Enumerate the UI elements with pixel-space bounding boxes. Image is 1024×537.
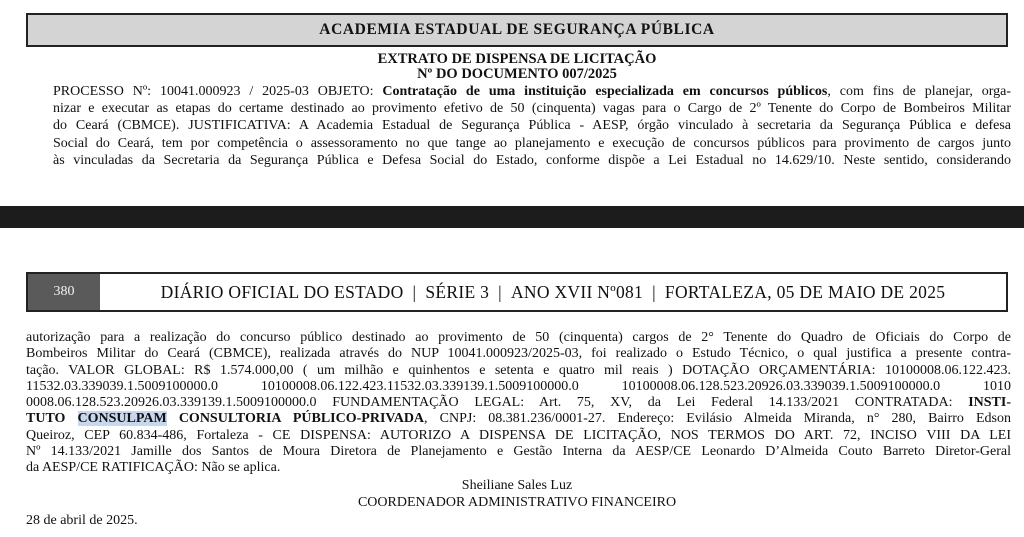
document-number: Nº DO DOCUMENTO 007/2025: [417, 66, 617, 82]
contractor-bold-b: CONSULTORIA PÚBLICO-PRIVADA: [166, 411, 425, 427]
page-divider-band: [0, 206, 1024, 228]
document-date: 28 de abril de 2025.: [26, 513, 138, 528]
top-line-1: [53, 83, 1011, 100]
separator: |: [498, 281, 502, 302]
top-paragraph: [53, 83, 1011, 169]
top-line-4: Social do Ceará, tem por competência o assessoramento no que tange ao planejamento e execução de concursos públicos para provimento de cargos junto: [53, 135, 1011, 151]
object-bold-text: Contratação de uma instituição especializada em concursos públicos: [382, 84, 828, 99]
issue: ANO XVII Nº081: [510, 281, 644, 302]
agency-title: ACADEMIA ESTADUAL DE SEGURANÇA PÚBLICA: [319, 21, 715, 38]
contractor-bold-start: INSTI-: [968, 395, 1011, 411]
extract-title: EXTRATO DE DISPENSA DE LICITAÇÃO: [377, 51, 657, 67]
top-line-3: do Ceará (CBMCE). JUSTIFICATIVA: A Academia Estadual de Segurança Pública - AESP, órgão vinculado à secretaria da Segurança Pública e defesa: [53, 118, 1011, 134]
signer-role: COORDENADOR ADMINISTRATIVO FINANCEIRO: [357, 495, 677, 510]
bottom-line-1: autorização para a realização do concurso público destinado ao provimento de 50 (cinquenta) cargos de 2° Tenente do Quadro de Oficiais do Corpo de: [26, 330, 1011, 345]
publication-name: DIÁRIO OFICIAL DO ESTADO: [160, 281, 404, 302]
bottom-line-6: [26, 411, 1011, 427]
bottom-line-5-pre: 0008.06.128.523.20926.03.339139.1.5009100000.0 FUNDAMENTAÇÃO LEGAL: Art. 75, XV, da Lei Federal 14.133/2021 CONTRATADA:: [26, 395, 969, 411]
bottom-line-5: [26, 395, 1011, 411]
top-line-2: nizar e executar as etapas do certame destinado ao provimento efetivo de 50 (cinquenta) vagas para o Cargo de 2º Tenente do Corpo de Bombeiros Militar: [53, 101, 1011, 117]
gazette-header: [26, 272, 1008, 312]
document-page-bottom: [0, 228, 1024, 537]
bottom-line-9: da AESP/CE RATIFICAÇÃO: Não se aplica.: [26, 460, 281, 476]
bottom-paragraph: [26, 330, 1011, 477]
separator: |: [412, 281, 417, 302]
top-line-5: às vinculadas da Secretaria da Segurança Pública e Defesa Social do Estado, conforme dispõe a Lei Estadual no 14.629/10. Neste sentido, considerando: [53, 152, 1011, 168]
top-line-1-pre: PROCESSO Nº: 10041.000923 / 2025-03 OBJETO:: [53, 84, 383, 99]
document-excerpt-top: [0, 0, 1024, 205]
masthead: [100, 282, 1006, 303]
bottom-line-3: tação. VALOR GLOBAL: R$ 1.574.000,00 ( um milhão e quinhentos e setenta e quatro mil reais ) DOTAÇÃO ORÇAMENTÁRIA: 10100008.06.122.423.: [26, 362, 1011, 378]
page-number: 380: [28, 274, 100, 310]
contractor-bold-a: TUTO: [26, 411, 78, 427]
bottom-line-2: Bombeiros Militar do Ceará (CBMCE), realizada através do NUP 10041.000923/2025-03, foi realizado o Estudo Técnico, o qual justifica a presente contra-: [26, 346, 1011, 362]
series: SÉRIE 3: [425, 281, 490, 302]
signer-name: Sheiliane Sales Luz: [461, 478, 573, 493]
highlighted-text[interactable]: CONSULPAM: [77, 411, 167, 427]
bottom-line-6-post: , CNPJ: 08.381.236/0001-27. Endereço: Evilásio Almeida Miranda, n° 280, Bairro Edson: [424, 411, 1011, 427]
bottom-line-7: Queiroz, CEP 60.834-486, Fortaleza - CE DISPENSA: AUTORIZO A DISPENSA DE LICITAÇÃO, NOS TERMOS DO ART. 72, INCISO VIII DA LEI: [26, 427, 1011, 443]
bottom-line-4: 11532.03.339039.1.5009100000.0 10100008.06.122.423.11532.03.339139.1.5009100000.0 10100008.06.128.523.20926.03.339039.1.5009100000.0 1010: [26, 378, 1011, 394]
agency-header-box: [26, 13, 1008, 47]
top-line-1-post: , com fins de planejar, orga-: [827, 84, 1012, 99]
separator: |: [652, 281, 656, 302]
bottom-line-8: Nº 14.133/2021 Jamille dos Santos de Moura Diretora de Planejamento e Gestão Interna da AESP/CE Leonardo D’Almeida Couto Barreto Diretor-Geral: [26, 444, 1011, 460]
place-date: FORTALEZA, 05 DE MAIO DE 2025: [664, 281, 946, 302]
